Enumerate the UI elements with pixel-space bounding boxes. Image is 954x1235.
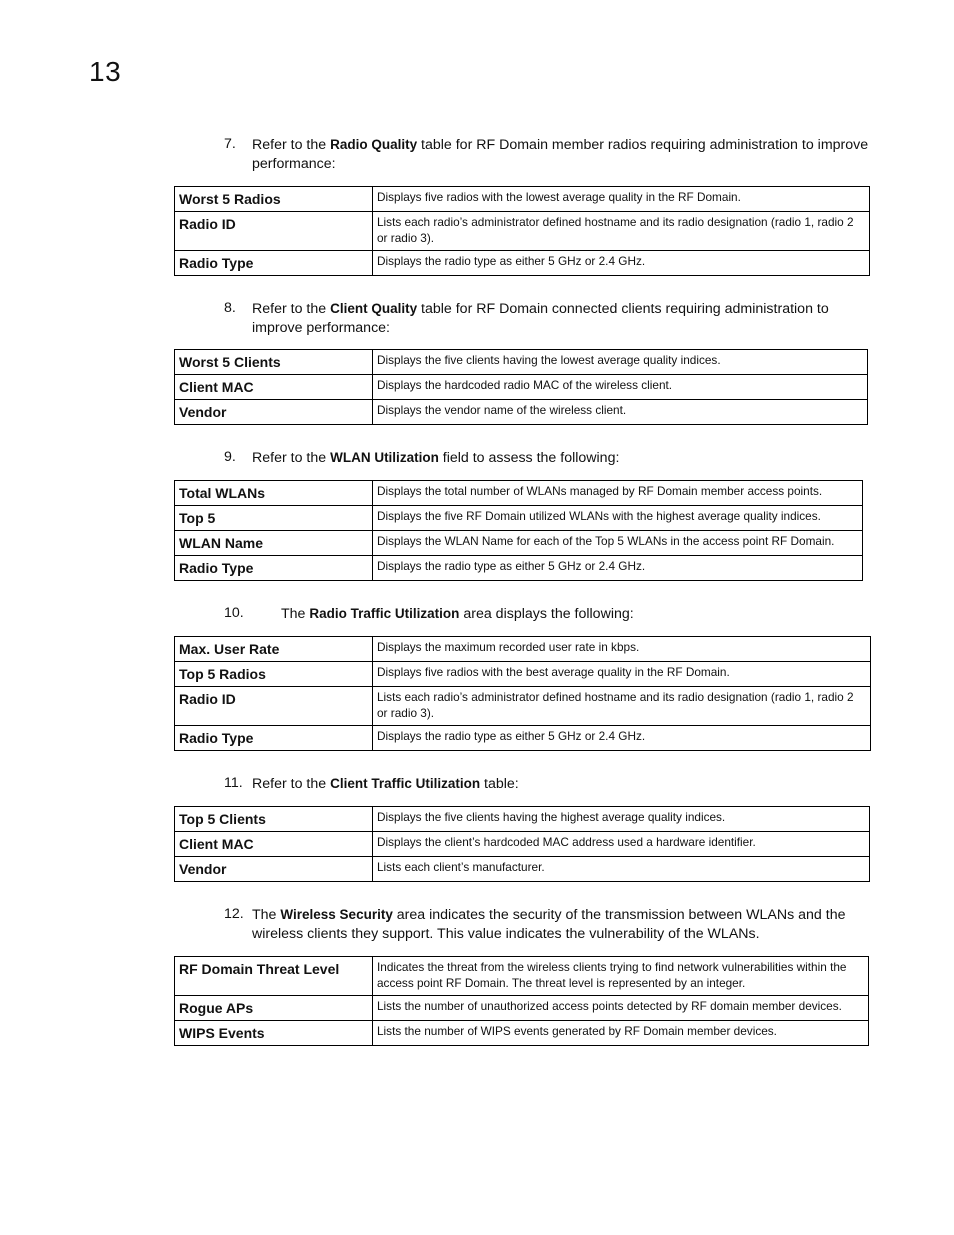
step-9 — [224, 448, 874, 468]
row-label: Vendor — [175, 857, 373, 882]
row-description: Lists each radio’s administrator defined hostname and its radio designation (radio 1, radio 2 or radio 3). — [373, 212, 870, 251]
step-text: Refer to the WLAN Utilization field to assess the following: — [252, 450, 620, 466]
row-label: Worst 5 Radios — [175, 187, 373, 212]
step-text: The Wireless Security area indicates the security of the transmission between WLANs and the wireless clients they support. This value indicates the vulnerability of the WLANs. — [252, 907, 846, 942]
table-row — [175, 375, 868, 400]
step-8 — [224, 299, 874, 338]
wlan-utilization-table — [174, 480, 863, 581]
row-label: Top 5 Clients — [175, 807, 373, 832]
row-description: Displays the vendor name of the wireless client. — [373, 400, 868, 425]
row-description: Displays five radios with the lowest average quality in the RF Domain. — [373, 187, 870, 212]
radio-traffic-utilization-table — [174, 636, 871, 751]
row-description: Displays five radios with the best average quality in the RF Domain. — [373, 662, 871, 687]
table-row — [175, 400, 868, 425]
step-10 — [224, 604, 874, 624]
row-label: Top 5 Radios — [175, 662, 373, 687]
step-text: Refer to the Radio Quality table for RF Domain member radios requiring administration to improve performance: — [252, 137, 869, 172]
ui-term: Radio Traffic Utilization — [309, 606, 460, 621]
row-description: Lists each radio’s administrator defined hostname and its radio designation (radio 1, radio 2 or radio 3). — [373, 687, 871, 726]
row-label: RF Domain Threat Level — [175, 957, 373, 996]
step-number: 11. — [224, 775, 243, 791]
radio-quality-table — [174, 186, 870, 276]
row-description: Displays the client’s hardcoded MAC address used a hardware identifier. — [373, 832, 870, 857]
row-description: Displays the hardcoded radio MAC of the wireless client. — [373, 375, 868, 400]
step-text: The Radio Traffic Utilization area displays the following: — [281, 606, 634, 622]
step-7 — [224, 135, 874, 174]
table-row — [175, 807, 870, 832]
step-number: 9. — [224, 449, 236, 465]
row-label: Total WLANs — [175, 481, 373, 506]
table-row — [175, 187, 870, 212]
row-description: Lists the number of unauthorized access points detected by RF domain member devices. — [373, 996, 869, 1021]
row-label: Radio Type — [175, 726, 373, 751]
row-description: Lists the number of WIPS events generated by RF Domain member devices. — [373, 1021, 869, 1046]
ui-term: Client Quality — [330, 301, 418, 316]
row-description: Displays the five clients having the highest average quality indices. — [373, 807, 870, 832]
row-label: WIPS Events — [175, 1021, 373, 1046]
table-row — [175, 726, 871, 751]
table-row — [175, 251, 870, 276]
table-row — [175, 957, 869, 996]
row-description: Displays the total number of WLANs managed by RF Domain member access points. — [373, 481, 863, 506]
table-row — [175, 556, 863, 581]
row-label: Radio Type — [175, 556, 373, 581]
step-number: 7. — [224, 136, 236, 152]
row-label: Worst 5 Clients — [175, 350, 373, 375]
step-12 — [224, 905, 874, 944]
row-label: Radio ID — [175, 212, 373, 251]
ui-term: Client Traffic Utilization — [330, 776, 481, 791]
table-row — [175, 1021, 869, 1046]
table-row — [175, 637, 871, 662]
step-text: Refer to the Client Quality table for RF Domain connected clients requiring administration to improve performance: — [252, 301, 829, 336]
table-row — [175, 481, 863, 506]
row-label: Top 5 — [175, 506, 373, 531]
table-row — [175, 350, 868, 375]
row-description: Displays the radio type as either 5 GHz or 2.4 GHz. — [373, 251, 870, 276]
row-description: Displays the radio type as either 5 GHz or 2.4 GHz. — [373, 726, 871, 751]
step-number: 12. — [224, 906, 244, 922]
row-label: Client MAC — [175, 832, 373, 857]
row-description: Indicates the threat from the wireless clients trying to find network vulnerabilities within the access point RF Domain. The threat level is represented by an integer. — [373, 957, 869, 996]
table-row — [175, 857, 870, 882]
step-11 — [224, 774, 874, 794]
row-label: Max. User Rate — [175, 637, 373, 662]
ui-term: Radio Quality — [330, 137, 418, 152]
table-row — [175, 832, 870, 857]
wireless-security-table — [174, 956, 869, 1046]
row-label: WLAN Name — [175, 531, 373, 556]
table-row — [175, 212, 870, 251]
row-description: Displays the five clients having the lowest average quality indices. — [373, 350, 868, 375]
table-row — [175, 687, 871, 726]
table-row — [175, 662, 871, 687]
row-label: Radio ID — [175, 687, 373, 726]
table-row — [175, 996, 869, 1021]
ui-term: Wireless Security — [280, 907, 393, 922]
chapter-number: 13 — [89, 56, 122, 87]
row-description: Displays the radio type as either 5 GHz or 2.4 GHz. — [373, 556, 863, 581]
step-number: 8. — [224, 300, 236, 316]
row-label: Radio Type — [175, 251, 373, 276]
table-row — [175, 506, 863, 531]
step-text: Refer to the Client Traffic Utilization table: — [252, 776, 519, 792]
row-description: Displays the maximum recorded user rate in kbps. — [373, 637, 871, 662]
row-label: Rogue APs — [175, 996, 373, 1021]
table-row — [175, 531, 863, 556]
row-description: Displays the WLAN Name for each of the Top 5 WLANs in the access point RF Domain. — [373, 531, 863, 556]
row-description: Lists each client’s manufacturer. — [373, 857, 870, 882]
row-description: Displays the five RF Domain utilized WLANs with the highest average quality indices. — [373, 506, 863, 531]
client-traffic-utilization-table — [174, 806, 870, 882]
ui-term: WLAN Utilization — [330, 450, 439, 465]
row-label: Client MAC — [175, 375, 373, 400]
step-number: 10. — [224, 605, 244, 621]
client-quality-table — [174, 349, 868, 425]
row-label: Vendor — [175, 400, 373, 425]
